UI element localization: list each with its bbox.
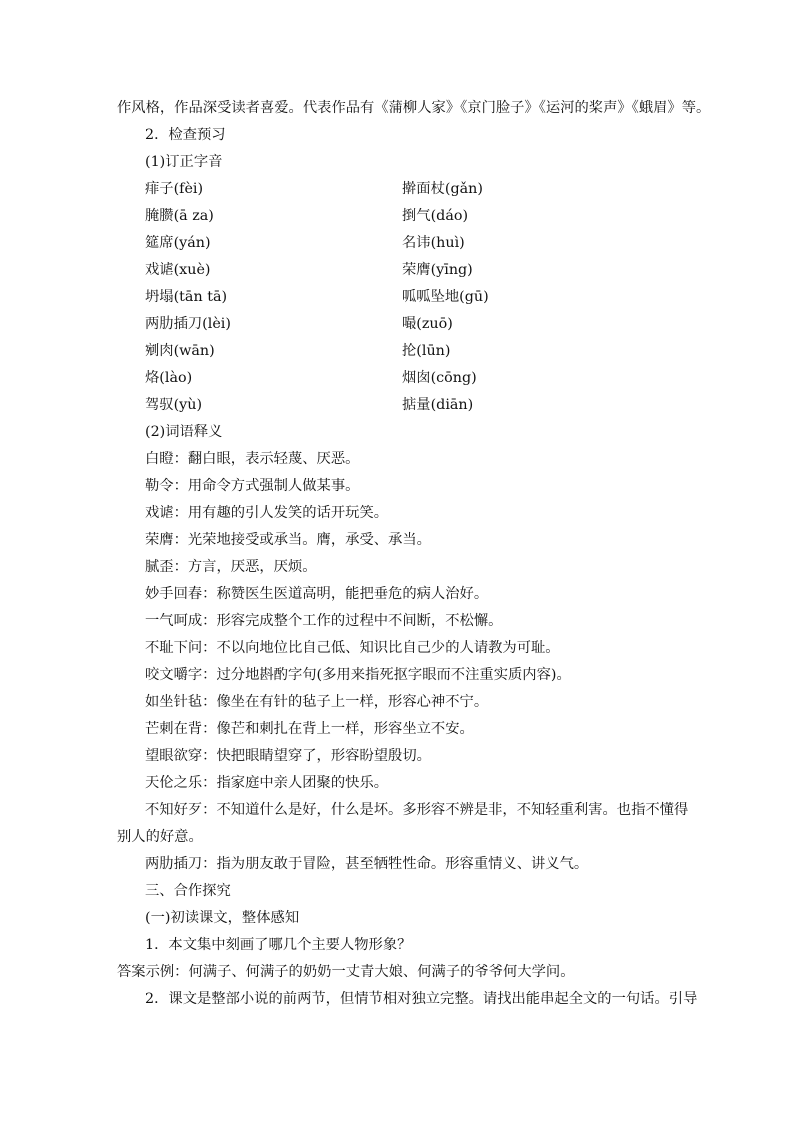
answer-1: 答案示例：何满子、何满子的奶奶一丈青大娘、何满子的爷爷何大学问。 — [117, 964, 575, 980]
pronunciation-item: 抡(lūn) — [402, 343, 451, 359]
pronunciation-item: 呱呱坠地(gū) — [402, 289, 489, 305]
pronunciation-item: 烟囱(cōng) — [402, 370, 477, 386]
pronunciation-row — [117, 392, 683, 419]
pronunciation-row — [117, 176, 683, 203]
pronunciation-item: 坍塌(tān tā) — [145, 289, 228, 305]
question-1: 1．本文集中刻画了哪几个主要人物形象？ — [145, 937, 412, 953]
pronunciation-item: 擀面杖(gǎn) — [402, 181, 483, 197]
pronunciation-list — [117, 176, 683, 419]
pronunciation-row — [117, 230, 683, 257]
inquiry-heading: 三、合作探究 — [145, 883, 231, 899]
pronunciation-item: 掂量(diān) — [402, 397, 474, 413]
document-body — [117, 95, 711, 1013]
vocabulary-heading: (2)词语释义 — [145, 424, 223, 440]
vocabulary-item: 两肋插刀：指为朋友敢于冒险，甚至牺牲性命。形容重情义、讲义气。 — [145, 856, 589, 872]
vocabulary-item: 腻歪：方言，厌恶，厌烦。 — [145, 559, 317, 575]
vocabulary-item: 如坐针毡：像坐在有针的毡子上一样，形容心神不宁。 — [145, 694, 489, 710]
pronunciation-item: 名讳(huì) — [402, 235, 465, 251]
vocabulary-item: 勒令：用命令方式强制人做某事。 — [145, 478, 360, 494]
pronunciation-row — [117, 203, 683, 230]
pronunciation-item: 驾驭(yù) — [145, 397, 203, 413]
pronunciation-row — [117, 311, 683, 338]
pronunciation-item: 捯气(dáo) — [402, 208, 469, 224]
pronunciation-item: 烙(lào) — [145, 370, 193, 386]
vocabulary-list — [117, 446, 689, 878]
preview-heading: 2．检查预习 — [145, 127, 226, 143]
pronunciation-row — [117, 257, 683, 284]
vocabulary-item: 天伦之乐：指家庭中亲人团聚的快乐。 — [145, 775, 389, 791]
vocabulary-item: 望眼欲穿：快把眼睛望穿了，形容盼望殷切。 — [145, 748, 431, 764]
pronunciation-item: 腌臜(ā za) — [145, 208, 214, 224]
pronunciation-item: 筵席(yán) — [145, 235, 211, 251]
pronunciation-row — [117, 338, 683, 365]
vocabulary-item: 戏谑：用有趣的引人发笑的话开玩笑。 — [145, 505, 389, 521]
vocabulary-item: 荣膺：光荣地接受或承当。膺，承受、承当。 — [145, 532, 431, 548]
intro-continuation: 作风格，作品深受读者喜爱。代表作品有《蒲柳人家》《京门脸子》《运河的桨声》《蛾眉》等。 — [117, 100, 711, 116]
vocabulary-item: 不耻下问：不以向地位比自己低、知识比自己少的人请教为可耻。 — [145, 640, 560, 656]
pronunciation-heading: (1)订正字音 — [145, 154, 223, 170]
vocabulary-item-wrapped-continuation: 别人的好意。 — [117, 829, 203, 845]
inquiry-subheading: (一)初读课文，整体感知 — [145, 910, 300, 926]
vocabulary-item: 芒刺在背：像芒和刺扎在背上一样，形容坐立不安。 — [145, 721, 474, 737]
vocabulary-item: 妙手回春：称赞医生医道高明，能把垂危的病人治好。 — [145, 586, 489, 602]
question-2: 2．课文是整部小说的前两节，但情节相对独立完整。请找出能串起全文的一句话。引导 — [145, 991, 698, 1007]
vocabulary-item: 一气呵成：形容完成整个工作的过程中不间断，不松懈。 — [145, 613, 503, 629]
pronunciation-item: 戏谑(xuè) — [145, 262, 211, 278]
pronunciation-item: 两肋插刀(lèi) — [145, 316, 231, 332]
vocabulary-item-wrapped: 不知好歹：不知道什么是好，什么是坏。多形容不辨是非，不知轻重利害。也指不懂得 — [145, 802, 689, 818]
pronunciation-row — [117, 365, 683, 392]
pronunciation-item: 荣膺(yīng) — [402, 262, 473, 278]
pronunciation-item: 痱子(fèi) — [145, 181, 204, 197]
vocabulary-item: 白瞪：翻白眼，表示轻蔑、厌恶。 — [145, 451, 360, 467]
pronunciation-item: 剜肉(wān) — [145, 343, 215, 359]
vocabulary-item: 咬文嚼字：过分地斟酌字句(多用来指死抠字眼而不注重实质内容)。 — [145, 667, 571, 683]
pronunciation-item: 嘬(zuō) — [402, 316, 453, 332]
pronunciation-row — [117, 284, 683, 311]
